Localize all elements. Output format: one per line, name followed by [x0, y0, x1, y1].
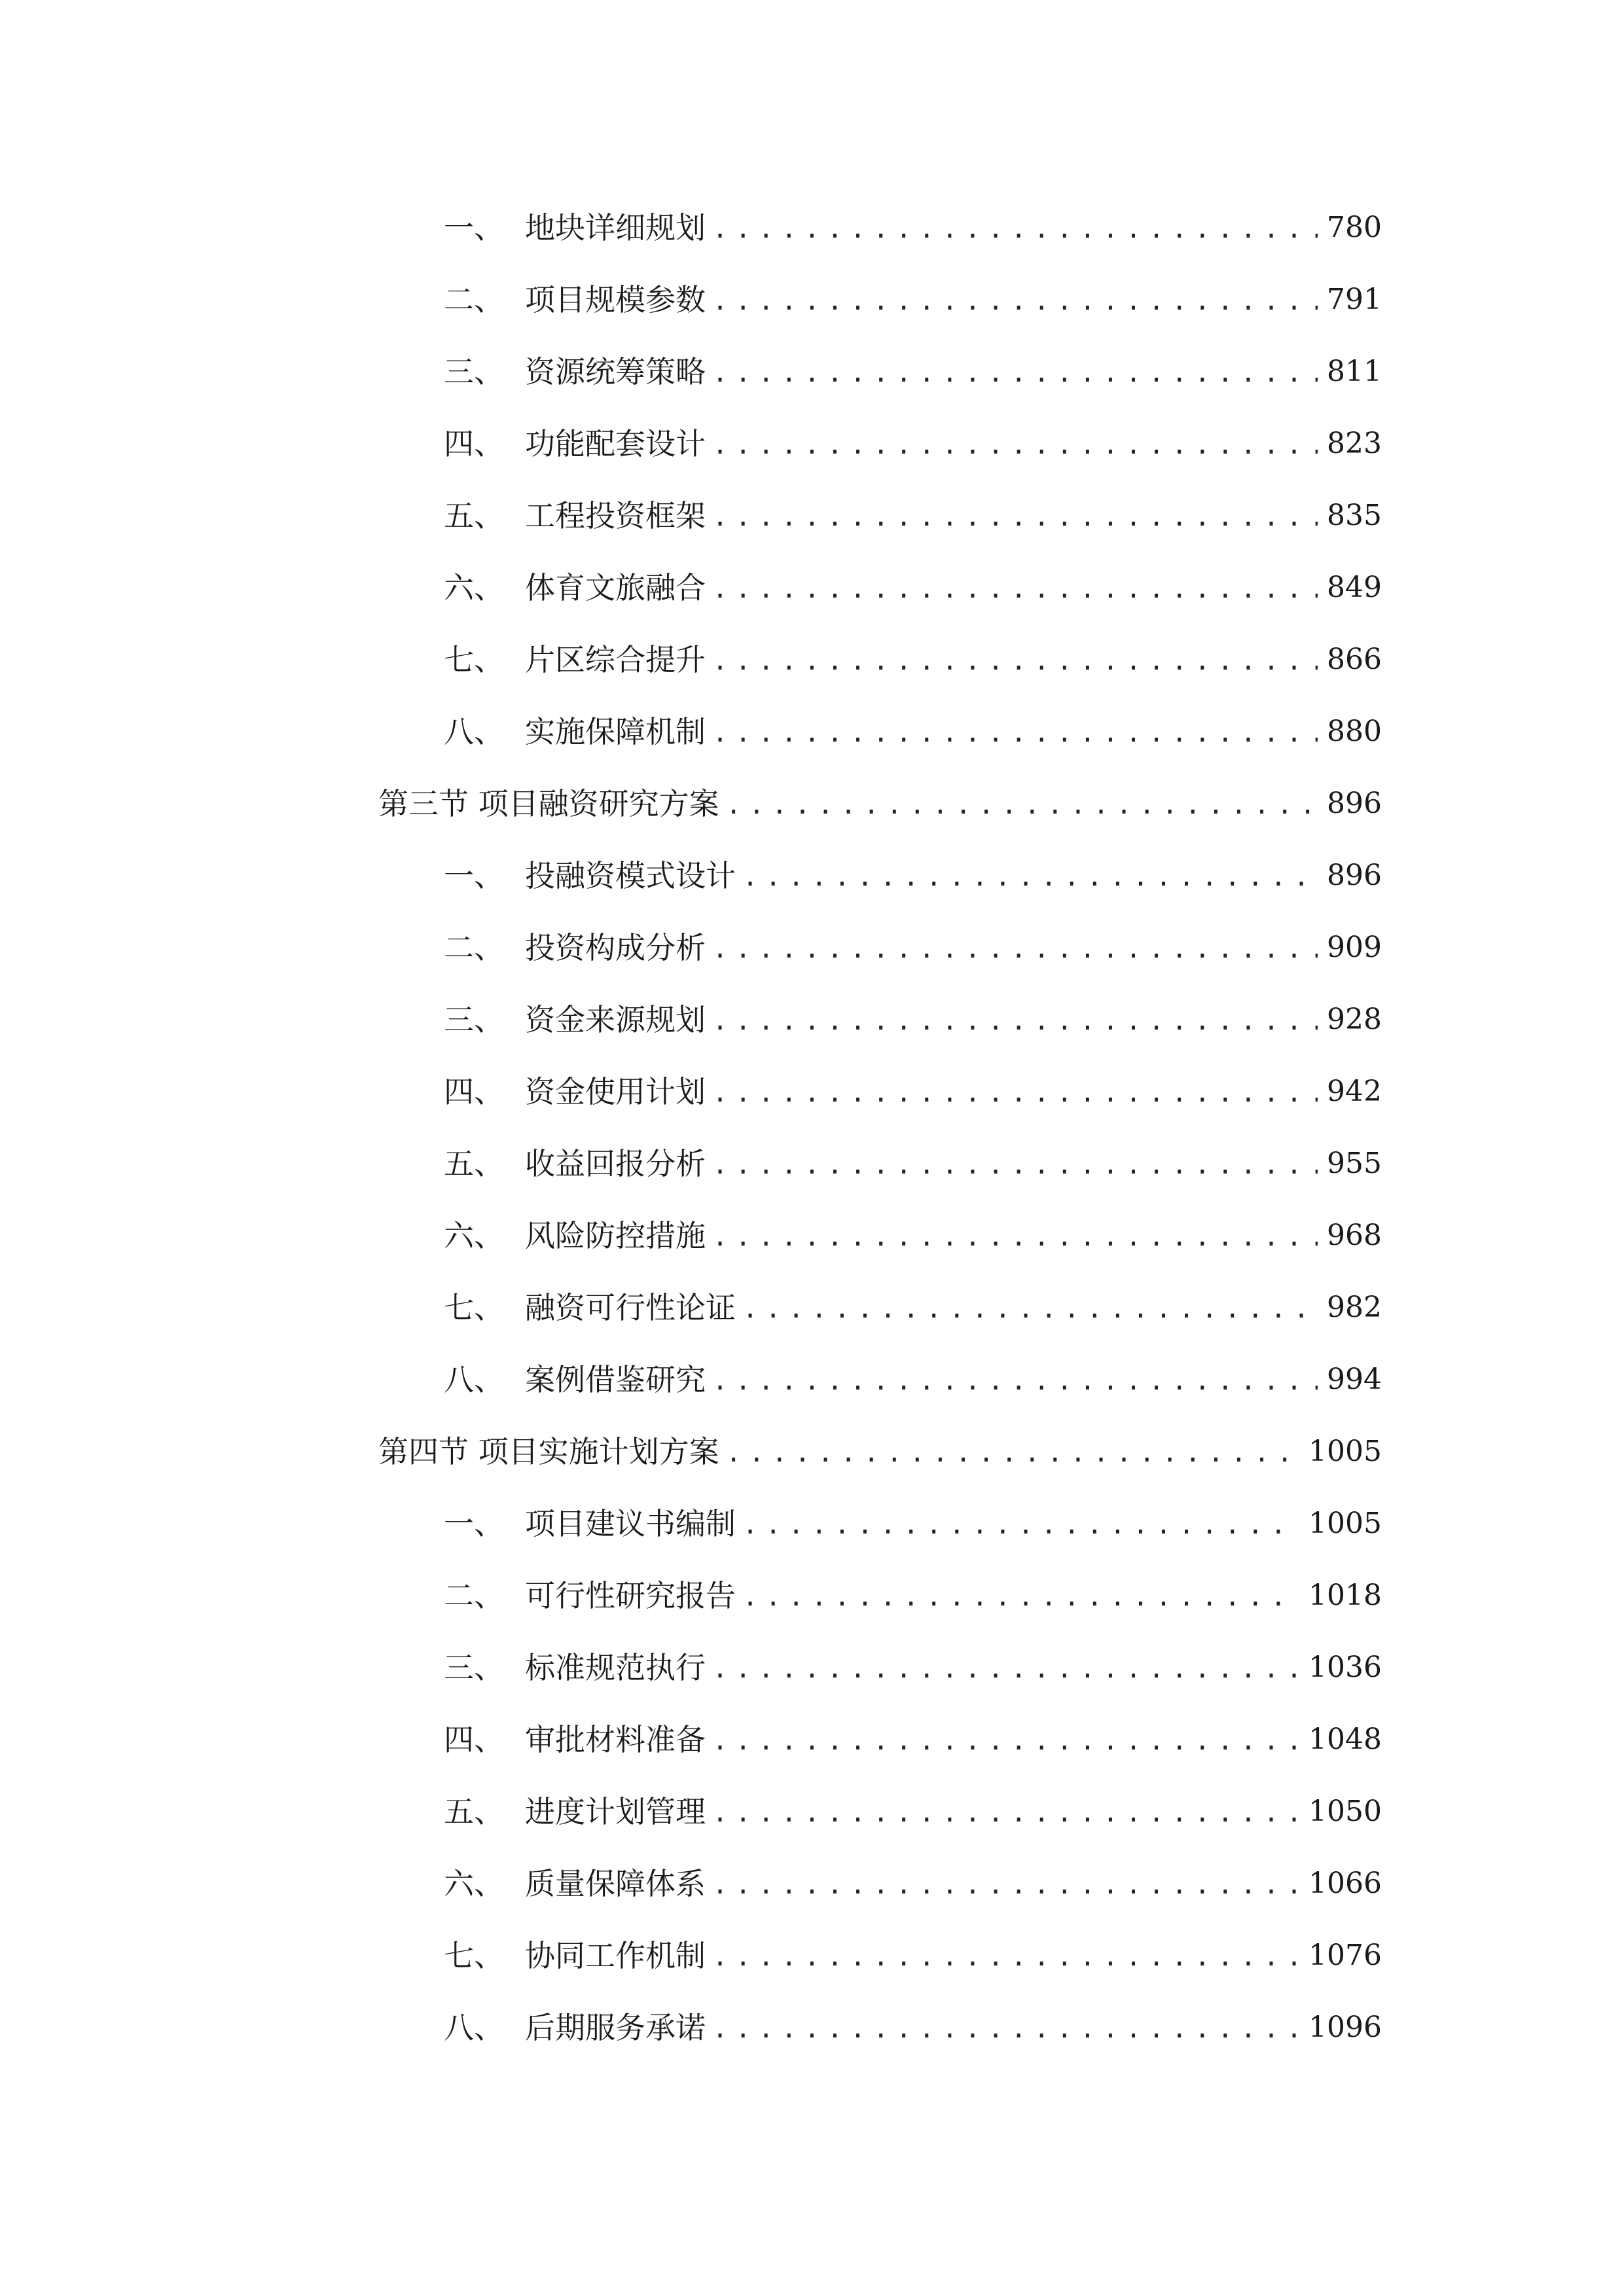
toc-entry-title: 融资可行性论证 — [525, 1290, 736, 1325]
toc-entry-number: 七、 — [444, 1290, 504, 1325]
toc-entry-number: 六、 — [444, 570, 504, 605]
dot-leader — [742, 864, 1318, 890]
toc-entry[interactable] — [444, 1344, 1382, 1416]
toc-entry-number: 三、 — [444, 354, 504, 389]
toc-entry-title: 后期服务承诺 — [525, 2010, 706, 2045]
toc-entry-page: 1050 — [1308, 1795, 1382, 1828]
toc-entry-page: 866 — [1327, 643, 1382, 676]
dot-leader — [742, 1296, 1318, 1322]
toc-entry-title: 审批材料准备 — [525, 1722, 706, 1757]
toc-entry-title: 实施保障机制 — [525, 714, 706, 749]
toc-entry-title: 项目建议书编制 — [525, 1506, 736, 1541]
toc-entry-page: 1066 — [1308, 1867, 1382, 1900]
toc-entry-page: 982 — [1327, 1291, 1382, 1324]
toc-entry-title: 片区综合提升 — [525, 642, 706, 677]
dot-leader — [712, 432, 1318, 458]
dot-leader — [742, 1512, 1299, 1538]
toc-entry-page: 1018 — [1308, 1579, 1382, 1612]
toc-entry-number: 一、 — [444, 858, 504, 893]
dot-leader — [712, 1656, 1299, 1682]
toc-entry[interactable] — [444, 1560, 1382, 1632]
toc-entry[interactable] — [444, 1056, 1382, 1128]
toc-entry-number: 二、 — [444, 282, 504, 317]
toc-entry-title: 体育文旅融合 — [525, 570, 706, 605]
toc-entry-title: 可行性研究报告 — [525, 1578, 736, 1613]
dot-leader — [712, 1944, 1299, 1970]
toc-entry-page: 1005 — [1308, 1507, 1382, 1540]
toc-entry[interactable] — [444, 1200, 1382, 1272]
dot-leader — [726, 792, 1318, 818]
toc-entry-title: 功能配套设计 — [525, 426, 706, 461]
toc-entry-page: 823 — [1327, 427, 1382, 460]
toc-entry-title: 标准规范执行 — [525, 1650, 706, 1685]
toc-entry-page: 835 — [1327, 499, 1382, 532]
toc-entry-page: 1036 — [1308, 1651, 1382, 1684]
toc-entry-page: 1048 — [1308, 1723, 1382, 1756]
toc-entry[interactable] — [444, 1992, 1382, 2064]
toc-entry-title: 投资构成分析 — [525, 930, 706, 965]
toc-entry-page: 994 — [1327, 1363, 1382, 1396]
toc-entry[interactable] — [444, 1128, 1382, 1200]
toc-entry[interactable] — [444, 264, 1382, 336]
toc-entry-page: 1096 — [1308, 2011, 1382, 2044]
toc-entry[interactable] — [444, 192, 1382, 264]
dot-leader — [712, 1728, 1299, 1754]
toc-entry-title: 案例借鉴研究 — [525, 1362, 706, 1397]
dot-leader — [712, 1224, 1318, 1250]
toc-entry-page: 811 — [1327, 355, 1382, 388]
toc-entry-number: 八、 — [444, 2010, 504, 2045]
toc-entry-page: 791 — [1327, 283, 1382, 316]
toc-entry-number: 二、 — [444, 1578, 504, 1613]
dot-leader — [712, 1152, 1318, 1178]
dot-leader — [742, 1584, 1299, 1610]
toc-entry-page: 928 — [1327, 1003, 1382, 1036]
toc-entry-title: 投融资模式设计 — [525, 858, 736, 893]
dot-leader — [726, 1440, 1299, 1466]
toc-entry-number: 四、 — [444, 1074, 504, 1109]
toc-entry-number: 一、 — [444, 210, 504, 245]
dot-leader — [712, 1368, 1318, 1394]
toc-entry-page: 896 — [1327, 787, 1382, 820]
dot-leader — [712, 288, 1318, 314]
toc-entry-title: 风险防控措施 — [525, 1218, 706, 1253]
toc-entry-number: 四、 — [444, 1722, 504, 1757]
toc-section-heading[interactable] — [378, 1416, 1382, 1488]
dot-leader — [712, 1800, 1299, 1826]
toc-entry[interactable] — [444, 552, 1382, 624]
toc-entry-title: 第四节 项目实施计划方案 — [378, 1434, 719, 1469]
toc-entry-number: 六、 — [444, 1218, 504, 1253]
toc-entry[interactable] — [444, 408, 1382, 480]
toc-entry[interactable] — [444, 480, 1382, 552]
toc-entry-number: 一、 — [444, 1506, 504, 1541]
toc-entry-title: 协同工作机制 — [525, 1938, 706, 1973]
dot-leader — [712, 504, 1318, 530]
toc-entry-number: 八、 — [444, 714, 504, 749]
toc-entry-title: 质量保障体系 — [525, 1866, 706, 1901]
dot-leader — [712, 720, 1318, 746]
toc-entry-page: 968 — [1327, 1219, 1382, 1252]
toc-entry-number: 二、 — [444, 930, 504, 965]
toc-entry-number: 四、 — [444, 426, 504, 461]
toc-entry-number: 五、 — [444, 1146, 504, 1181]
toc-entry-title: 收益回报分析 — [525, 1146, 706, 1181]
toc-entry-page: 955 — [1327, 1147, 1382, 1180]
toc-entry-title: 项目规模参数 — [525, 282, 706, 317]
dot-leader — [712, 1080, 1318, 1106]
dot-leader — [712, 360, 1318, 386]
toc-entry[interactable] — [444, 912, 1382, 984]
toc-entry[interactable] — [444, 840, 1382, 912]
toc-entry-number: 三、 — [444, 1002, 504, 1037]
toc-entry-number: 五、 — [444, 498, 504, 533]
dot-leader — [712, 2016, 1299, 2042]
toc-entry[interactable] — [444, 1848, 1382, 1920]
toc-entry-page: 849 — [1327, 571, 1382, 604]
dot-leader — [712, 936, 1318, 962]
dot-leader — [712, 648, 1318, 674]
toc-entry-title: 资源统筹策略 — [525, 354, 706, 389]
toc-entry-page: 896 — [1327, 859, 1382, 892]
toc-entry-number: 五、 — [444, 1794, 504, 1829]
toc-entry[interactable] — [444, 1704, 1382, 1776]
dot-leader — [712, 576, 1318, 602]
toc-entry[interactable] — [444, 1776, 1382, 1848]
toc-entry[interactable] — [444, 696, 1382, 768]
toc-section-heading[interactable] — [378, 768, 1382, 840]
toc-entry-page: 1005 — [1308, 1435, 1382, 1468]
toc-entry-number: 七、 — [444, 1938, 504, 1973]
toc-entry-title: 地块详细规划 — [525, 210, 706, 245]
dot-leader — [712, 1008, 1318, 1034]
toc-entry[interactable] — [444, 1632, 1382, 1704]
toc-entry[interactable] — [444, 1920, 1382, 1992]
toc-entry-title: 资金来源规划 — [525, 1002, 706, 1037]
dot-leader — [712, 1872, 1299, 1898]
toc-entry-number: 三、 — [444, 1650, 504, 1685]
toc-entry-page: 880 — [1327, 715, 1382, 748]
toc-entry-page: 942 — [1327, 1075, 1382, 1108]
toc-entry-page: 1076 — [1308, 1939, 1382, 1972]
toc-entry-number: 七、 — [444, 642, 504, 677]
toc-entry[interactable] — [444, 1272, 1382, 1344]
toc-entry-title: 资金使用计划 — [525, 1074, 706, 1109]
toc-entry-page: 780 — [1327, 211, 1382, 244]
toc-entry-title: 进度计划管理 — [525, 1794, 706, 1829]
toc-entry-number: 六、 — [444, 1866, 504, 1901]
toc-entry[interactable] — [444, 984, 1382, 1056]
toc-entry[interactable] — [444, 624, 1382, 696]
toc-entry[interactable] — [444, 336, 1382, 408]
toc-entry-page: 909 — [1327, 931, 1382, 964]
toc-entry-number: 八、 — [444, 1362, 504, 1397]
toc-entry-title: 第三节 项目融资研究方案 — [378, 786, 719, 821]
dot-leader — [712, 216, 1318, 242]
toc-entry-title: 工程投资框架 — [525, 498, 706, 533]
toc-entry[interactable] — [444, 1488, 1382, 1560]
